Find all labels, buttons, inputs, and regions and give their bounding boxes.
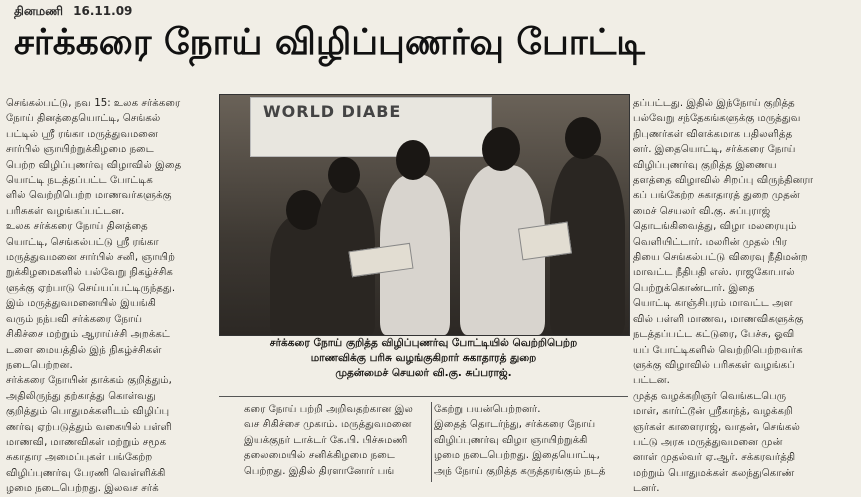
article-column-1: செங்கல்பட்டு, நவ 15: உலக சர்க்கரை நோய் தினத்தையொட்டி, செங்கல் பட்டில் ஸ்ரீ ரங்கா மருத்துவமனை சார்பில் ஞாயிற்றுக்கிழமை நடை பெற்ற விழிப்புணர்வு விழாவில் இதை யொட்டி நடத்தப்பட்ட போட்டிக ளில் வெற்றிபெற்ற மாணவர்களுக்கு பரிசுகள் வழங்கப்பட்டன. உலக சர்க்கரை நோய் தினத்தை யொட்டி, செங்கல்பட்டு ஸ்ரீ ரங்கா மருத்துவமனை சார்பில் சனி, ஞாயிற் றுக்கிழமைகளில் பல்வேறு நிகழ்ச்சிக ளுக்கு ஏற்பாடு செய்யப்பட்டிருந்தது. இம் மருத்துவமனையில் இயங்கி வரும் நந்பவி சர்க்கரை நோய் சிகிச்சை மற்றும் ஆராய்ச்சி அறக்கட் டளை மையத்தில் இந் நிகழ்ச்சிகள் நடைபெற்றன. சர்க்கரை நோயின் தாக்கம் குறித்தும், அதிலிருந்து தற்காத்து கொள்வது குறித்தும் பொதுமக்களிடம் விழிப்பு ணர்வு ஏற்படுத்தும் வகையில் பள்ளி மாணவி, மாணவிகள் மற்றும் சமூக சுகாதார அமைப்புகள் பங்கேற்ற விழிப்புணர்வு பேரணி வெள்ளிக்கி ழமை நடைபெற்றது. இலவச சர்க் [6, 98, 182, 495]
article-column-3: கரை நோய் பற்றி அறிவதற்கான இல வச சிகிச்சை முகாம். மருத்துவமனை இயக்குநர் டாக்டர் கே.பி. பிச்சுமணி தலைமையில் சனிக்கிழமை நடை பெற்றது. இதில் திரளானோர் பங் [244, 404, 413, 477]
article-column-4: கேற்று பயன்பெற்றனர். இதைத் தொடர்ந்து, சர்க்கரை நோய் விழிப்புணர்வு விழா ஞாயிற்றுக்கி ழமை நடைபெற்றது. இதையொட்டி, அந் நோய் குறித்த கருத்தரங்கும் நடத் [434, 404, 606, 477]
banner-text: WORLD DIABE [263, 102, 402, 121]
headline: சர்க்கரை நோய் விழிப்புணர்வு போட்டி [14, 22, 645, 63]
column-divider [431, 402, 432, 482]
news-photo [219, 94, 630, 336]
article-column-2: தப்பட்டது. இதில் இந்நோய் குறித்த பல்வேறு சந்தேகங்களுக்கு மருத்துவ நிபுணர்கள் விளக்கமாக பதிலளித்த னர். இதையொட்டி, சர்க்கரை நோய் விழிப்புணர்வு குறித்த இணைய தளத்தை விழாவில் சிறப்பு விருந்தினரா கப் பங்கேற்ற சுகாதாரத் துறை முதன் மைச் செயலர் வி.கு. சுப்புராஜ் தொடங்கிவைத்து, விழா மலரையும் வெளியிட்டார். மலரின் முதல் பிர தியை செங்கல்பட்டு விரைவு நீதிமன்ற மாவட்ட நீதிபதி எஸ். ராஜகோபால் பெற்றுக்கொண்டார். இதை யொட்டி காஞ்சிபுரம் மாவட்ட அள வில் பள்ளி மாணவ, மாணவிகளுக்கு நடத்தப்பட்ட கட்டுரை, பேச்சு, ஓவி யப் போட்டிகளில் வெற்றிபெற்றவர்க ளுக்கு விழாவில் பரிசுகள் வழங்கப் பட்டன. முத்த வழக்கறிஞர் வெங்கடபெரு மாள், கார்ட்டூன் ஸ்ரீகாந்த், வழக்கறி ஞர்கள் காளைராஜ், வாதன், செங்கல் பட்டு அரசு மருத்துவமனை முன் னாள் முதல்வர் ஏ.ஆர். சக்கரவர்த்தி மற்றும் பொதுமக்கள் கலந்துகொண் டனர். [633, 98, 814, 495]
person-head [482, 127, 520, 171]
photo-caption: சர்க்கரை நோய் குறித்த விழிப்புணர்வு போட்டியில் வெற்றிபெற்ற மாணவிக்கு பரிசு வழங்குகிறார் சுகாதாரத் துறை முதன்மைச் செயலர் வி.கு. சுப்பராஜ். [219, 336, 628, 397]
date-label: 16.11.09 [73, 4, 133, 18]
person-head [396, 140, 430, 180]
person-head [328, 157, 360, 193]
photo-banner [250, 97, 492, 157]
paper-name: தினமணி [14, 4, 63, 18]
masthead [14, 4, 138, 20]
person-head [565, 117, 601, 159]
